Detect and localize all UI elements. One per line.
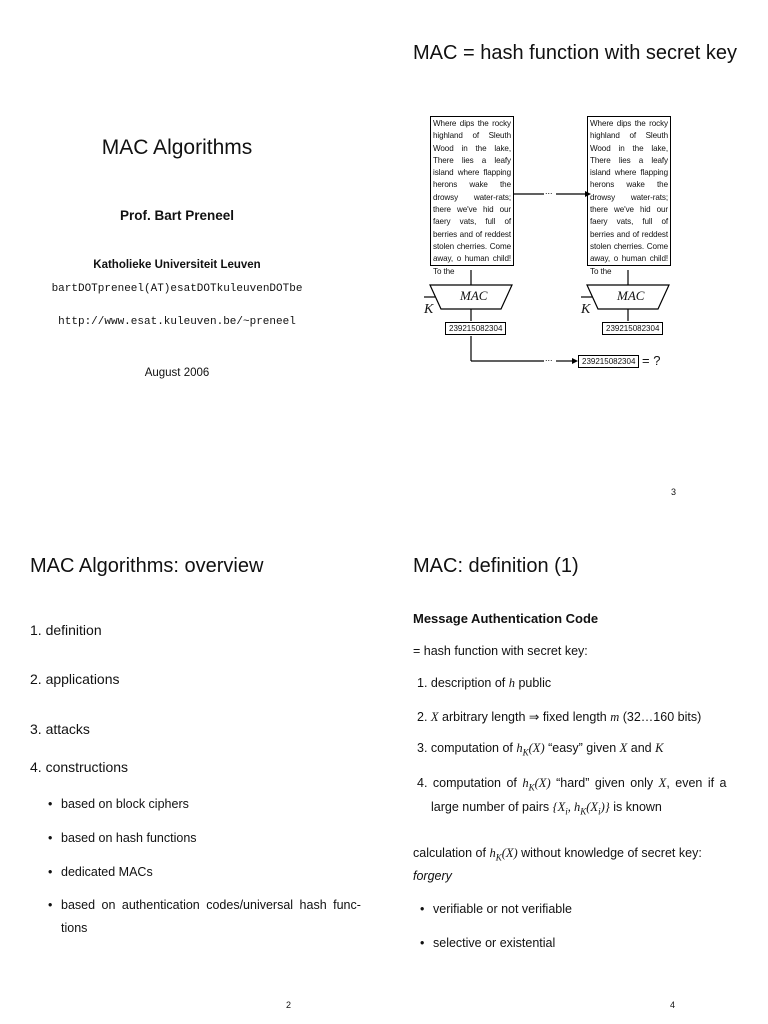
- intro-text: = hash function with secret key:: [413, 644, 588, 658]
- tag-box-received: 239215082304: [578, 355, 639, 368]
- university-name: Katholieke Universiteit Leuven: [93, 259, 261, 271]
- definition-item-4: 4. computation of $h_K(X)$ “hard” given only X, even if a: [417, 776, 727, 793]
- message-box-right: Where dips the rocky highland of Sleuth Wood in the lake, There lies a leafy island where flapping herons wake the drowsy water-rats; there we've hid our faery vats, full of berries and of reddest stolen cherries. Come away, o human child! To the: [587, 116, 671, 266]
- tag-box-left: 239215082304: [445, 322, 506, 335]
- definition-item-4-continuation: large number of pairs {$X_i$, $h_K(X_i)$} is known: [431, 800, 662, 817]
- overview-slide: [0, 512, 384, 1024]
- bullet-item: • verifiable or not verifiable: [420, 902, 572, 916]
- page-number: 2: [286, 1000, 292, 1010]
- author-name: Prof. Bart Preneel: [119, 208, 235, 223]
- list-item: 3. attacks: [30, 721, 90, 737]
- key-label-right: K: [581, 302, 591, 317]
- ellipsis-messages: ...: [545, 186, 553, 196]
- list-item: 4. constructions: [30, 759, 129, 775]
- presentation-title: MAC Algorithms: [101, 136, 253, 159]
- mac-diagram-slide: [384, 0, 768, 512]
- title-slide: [0, 0, 384, 512]
- comparison-label: = ?: [642, 353, 661, 368]
- sub-list-item: • based on hash functions: [48, 831, 197, 845]
- slide-title: MAC Algorithms: overview: [30, 555, 264, 577]
- presentation-date: August 2006: [144, 367, 210, 379]
- author-email: bartDOTpreneel(AT)esatDOTkuleuvenDOTbe: [51, 283, 303, 295]
- tag-box-right: 239215082304: [602, 322, 663, 335]
- list-item: 2. applications: [30, 671, 120, 687]
- page-number: 4: [670, 1000, 676, 1010]
- definition-item-3: 3. computation of $h_K(X)$ “easy” given X and K: [417, 741, 664, 758]
- sub-list-item: • based on block ciphers: [48, 797, 189, 811]
- slide-title: MAC: definition (1): [413, 555, 579, 577]
- ellipsis-compare: ...: [545, 353, 553, 363]
- author-url: http://www.esat.kuleuven.be/~preneel: [58, 316, 296, 328]
- definition-item-2: 2. X arbitrary length ⇒ fixed length m (32…160 bits): [417, 710, 702, 724]
- slide-title: MAC = hash function with secret key: [413, 42, 738, 64]
- sub-list-item-continuation: tions: [61, 921, 88, 935]
- list-item: 1. definition: [30, 622, 102, 638]
- mac-label-left: MAC: [460, 288, 488, 303]
- sub-list-item: • based on authentication codes/universal hash func-: [48, 898, 361, 912]
- page-number: 3: [671, 487, 677, 497]
- definition-item-1: 1. description of h public: [417, 676, 552, 690]
- forgery-definition: calculation of $h_K(X)$ without knowledge of secret key:: [413, 846, 702, 863]
- section-heading: Message Authentication Code: [413, 611, 599, 626]
- key-label-left: K: [424, 302, 434, 317]
- sub-list-item: • dedicated MACs: [48, 865, 153, 879]
- mac-label-right: MAC: [617, 288, 645, 303]
- bullet-item: • selective or existential: [420, 936, 556, 950]
- definition-slide: [384, 512, 768, 1024]
- forgery-term: forgery: [413, 869, 452, 883]
- message-box-left: Where dips the rocky highland of Sleuth Wood in the lake, There lies a leafy island where flapping herons wake the drowsy water-rats; there we've hid our faery vats, full of berries and of reddest stolen cherries. Come away, o human child! To the: [430, 116, 514, 266]
